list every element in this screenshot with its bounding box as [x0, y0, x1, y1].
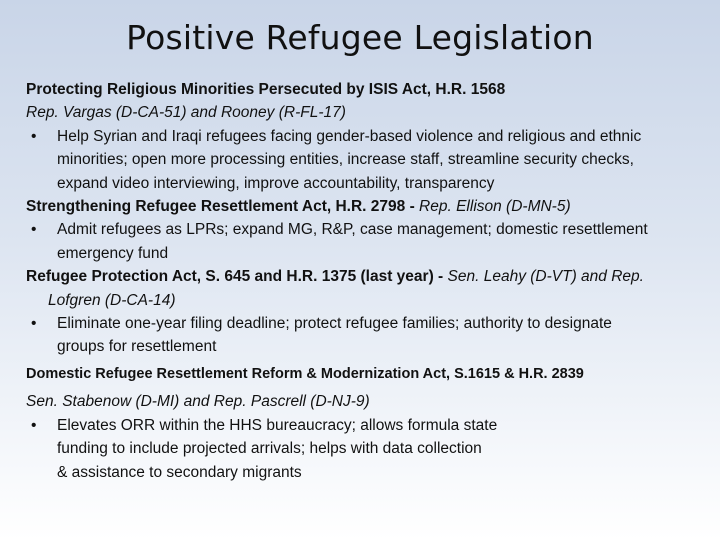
bill-3-sponsors-2: Lofgren (D-CA-14) — [48, 291, 176, 309]
bill-4-bullet-line-3: & assistance to secondary migrants — [57, 463, 302, 481]
bill-4-bullet-line-2: funding to include projected arrivals; helps with data collection — [57, 440, 482, 458]
bill-2-bullet-line-1: Admit refugees as LPRs; expand MG, R&P, case management; domestic resettlement — [57, 221, 648, 239]
bill-4-sponsors: Sen. Stabenow (D-MI) and Rep. Pascrell (D-NJ-9) — [26, 393, 370, 411]
bill-2-heading: Strengthening Refugee Resettlement Act, H.R. 2798 - — [26, 198, 420, 216]
bill-1-heading: Protecting Religious Minorities Persecuted by ISIS Act, H.R. 1568 — [26, 81, 506, 98]
bill-3-bullet-line-1: Eliminate one-year filing deadline; protect refugee families; authority to designate — [57, 315, 612, 333]
bullet-icon: • — [31, 221, 37, 239]
bill-2-bullet-line-2: emergency fund — [57, 244, 169, 262]
bill-2-heading-row — [26, 195, 716, 218]
bill-1-bullet-line-2: minorities; open more processing entities, increase staff, streamline security checks, — [57, 151, 634, 169]
bill-1-bullet-line-1: Help Syrian and Iraqi refugees facing gender-based violence and religious and ethnic — [57, 127, 642, 145]
bill-3-heading: Refugee Protection Act, S. 645 and H.R. 1375 (last year) - — [26, 268, 448, 286]
bullet-icon: • — [31, 416, 37, 434]
bill-3-heading-row — [26, 265, 716, 288]
slide-content — [26, 78, 716, 484]
bill-4-heading: Domestic Refugee Resettlement Reform & Modernization Act, S.1615 & H.R. 2839 — [26, 365, 584, 382]
bill-1-bullet — [26, 125, 716, 148]
bill-1-sponsors: Rep. Vargas (D-CA-51) and Rooney (R-FL-17) — [26, 104, 346, 122]
slide-title: Positive Refugee Legislation — [126, 18, 594, 57]
bill-4-bullet-line-1: Elevates ORR within the HHS bureaucracy; allows formula state — [57, 416, 498, 434]
bullet-icon: • — [31, 127, 37, 145]
bill-4-bullet — [26, 414, 716, 437]
bill-1-bullet-line-3: expand video interviewing, improve accountability, transparency — [57, 174, 495, 192]
bill-3-bullet-line-2: groups for resettlement — [57, 338, 217, 356]
bill-3-sponsors-1: Sen. Leahy (D-VT) and Rep. — [447, 268, 644, 286]
bullet-icon: • — [31, 315, 37, 333]
bill-2-sponsors: Rep. Ellison (D-MN-5) — [419, 198, 571, 216]
bill-3-bullet — [26, 312, 716, 335]
bill-2-bullet — [26, 218, 716, 241]
